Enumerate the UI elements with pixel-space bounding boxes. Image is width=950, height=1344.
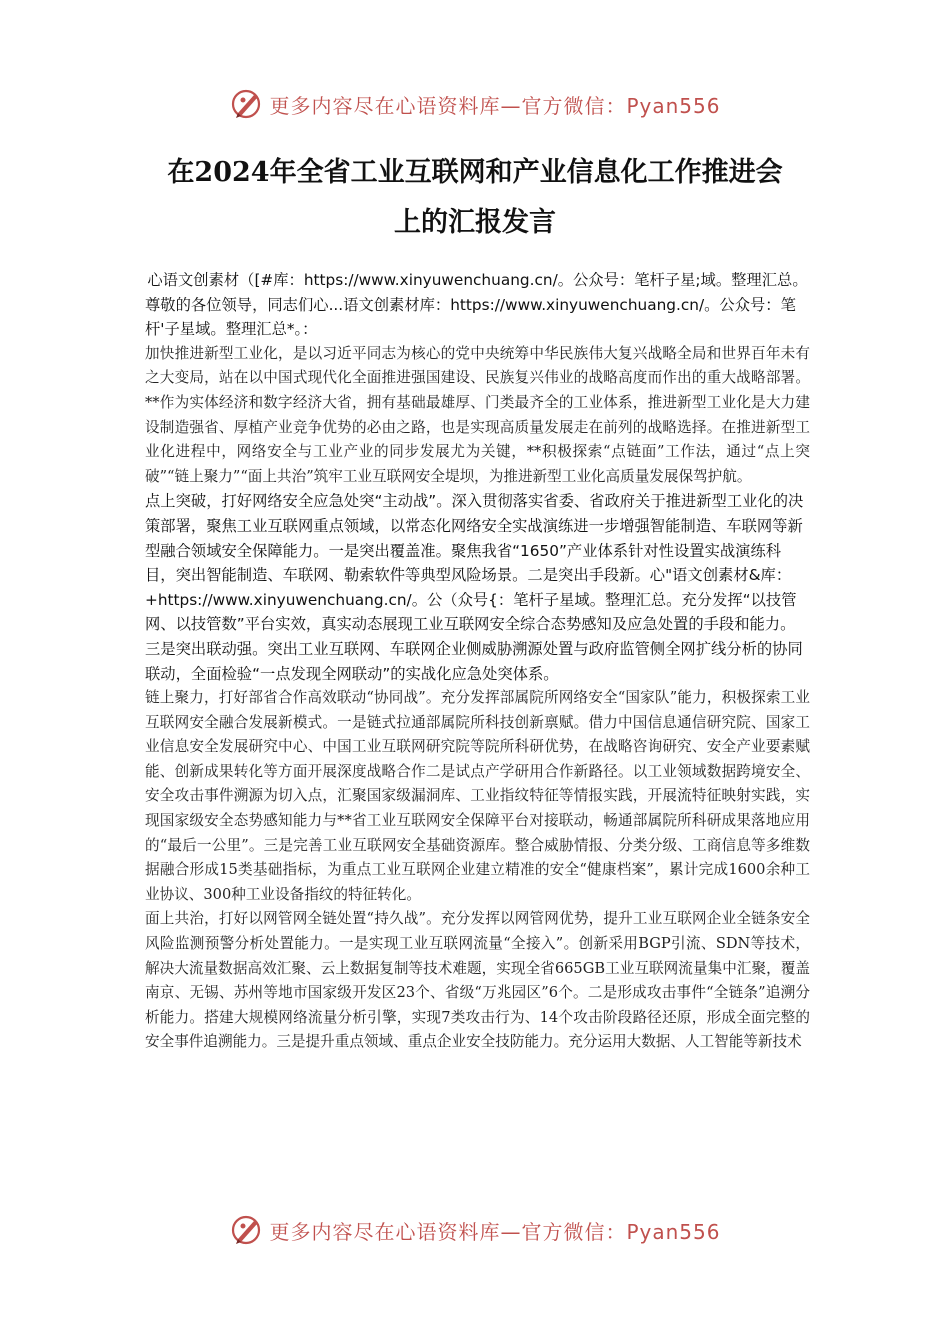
intro-paragraph: 加快推进新型工业化，是以习近平同志为核心的党中央统筹中华民族伟大复兴战略全局和世界百年未有之大变局，站在以中国式现代化全面推进强国建设、民族复兴伟业的战略高度而作出的重大战略部署。**作为实体经济和数字经济大省，拥有基础最雄厚、门类最齐全的工业体系，推进新型工业化是大力建设制造强省、厚植产业竞争优势的必由之路，也是实现高质量发展走在前列的战略选择。在推进新型工业化进程中，网络安全与工业产业的同步发展尤为关键，**积极探索“点链面”工作法，通过“点上突破”“链上聚力”“面上共治”筑牢工业互联网安全堤坝，为推进新型工业化高质量发展保驾护航。 — [145, 344, 810, 485]
point-breakthrough-paragraph: 点上突破，打好网络安全应急处突“主动战”。深入贯彻落实省委、省政府关于推进新型工业化的决策部署，聚焦工业互联网重点领域，以常态化网络安全实战演练进一步增强智能制造、车联网等新型融合领域安全保障能力。一是突出覆盖准。聚焦我省“1650”产业体系针对性设置实战演练科目，突出智能制造、车联网、勒索软件等典型风险场景。二是突出手段新。心"语文创素材&库：+https://www.xinyuwenchuang.cn/。公（众号{：笔杆子星域。整理汇总。充分发挥“以技管网、以技管数”平台实效，真实动态展现工业互联网安全综合态势感知及应急处置的手段和能力。三是突出联动强。突出工业互联网、车联网企业侧威胁溯源处置与政府监管侧全网扩线分析的协同联动，全面检验“一点发现全网联动”的实战化应急处突体系。 — [145, 492, 804, 683]
surface-governance-paragraph: 面上共治，打好以网管网全链处置“持久战”。充分发挥以网管网优势，提升工业互联网企业全链条安全风险监测预警分析处置能力。一是实现工业互联网流量“全接入”。创新采用BGP引流、SDN等技术，解决大流量数据高效汇聚、云上数据复制等技术难题，实现全省665GB工业互联网流量集中汇聚，覆盖南京、无锡、苏州等地市国家级开发区23个、省级“万兆园区”6个。二是形成攻击事件“全链条”追溯分析能力。搭建大规模网络流量分析引擎，实现7类攻击行为、14个攻击阶段路径还原，形成全面完整的安全事件追溯能力。三是提升重点领域、重点企业安全技防能力。充分运用大数据、人工智能等新技术 — [145, 910, 810, 1051]
banner-text: 更多内容尽在心语资料库—官方微信：Pyan556 — [269, 1219, 721, 1244]
title-line-2: 上的汇报发言 — [394, 207, 556, 238]
footer-banner — [0, 1210, 950, 1250]
header-banner — [0, 84, 950, 124]
chain-synergy-paragraph: 链上聚力，打好部省合作高效联动“协同战”。充分发挥部属院所网络安全“国家队”能力，积极探索工业互联网安全融合发展新模式。一是链式拉通部属院所科技创新禀赋。借力中国信息通信研究院、国家工业信息安全发展研究中心、中国工业互联网研究院等院所科研优势，在战略咨询研究、安全产业要素赋能、创新成果转化等方面开展深度战略合作二是试点产学研用合作新路径。以工业领域数据跨境安全、安全攻击事件溯源为切入点，汇聚国家级漏洞库、工业指纹特征等情报实践，开展流特征映射实践，实现国家级安全态势感知能力与**省工业互联网安全保障平台对接联动，畅通部属院所科研成果落地应用的“最后一公里”。三是完善工业互联网安全基础资源库。整合威胁情报、分类分级、工商信息等多维数据融合形成15类基础指标，为重点工业互联网企业建立精准的安全“健康档案”，累计完成1600余种工业协议、300种工业设备指纹的特征转化。 — [145, 689, 810, 903]
banner-text: 更多内容尽在心语资料库—官方微信：Pyan556 — [269, 93, 721, 118]
source-note-paragraph: 心语文创素材（[#库：https://www.xinyuwenchuang.cn/。公众号：笔杆子星;域。整理汇总。 — [147, 271, 808, 289]
salutation-paragraph: 尊敬的各位领导，同志们心...语文创素材库：https://www.xinyuwenchuang.cn/。公众号：笔杆'子星域。整理汇总*。： — [145, 295, 796, 339]
document-body — [145, 268, 810, 1055]
pen-logo-icon — [229, 86, 265, 122]
pen-logo-icon — [229, 1212, 265, 1248]
document-title — [130, 148, 820, 248]
title-line-1: 在2024年全省工业互联网和产业信息化工作推进会 — [167, 157, 783, 188]
